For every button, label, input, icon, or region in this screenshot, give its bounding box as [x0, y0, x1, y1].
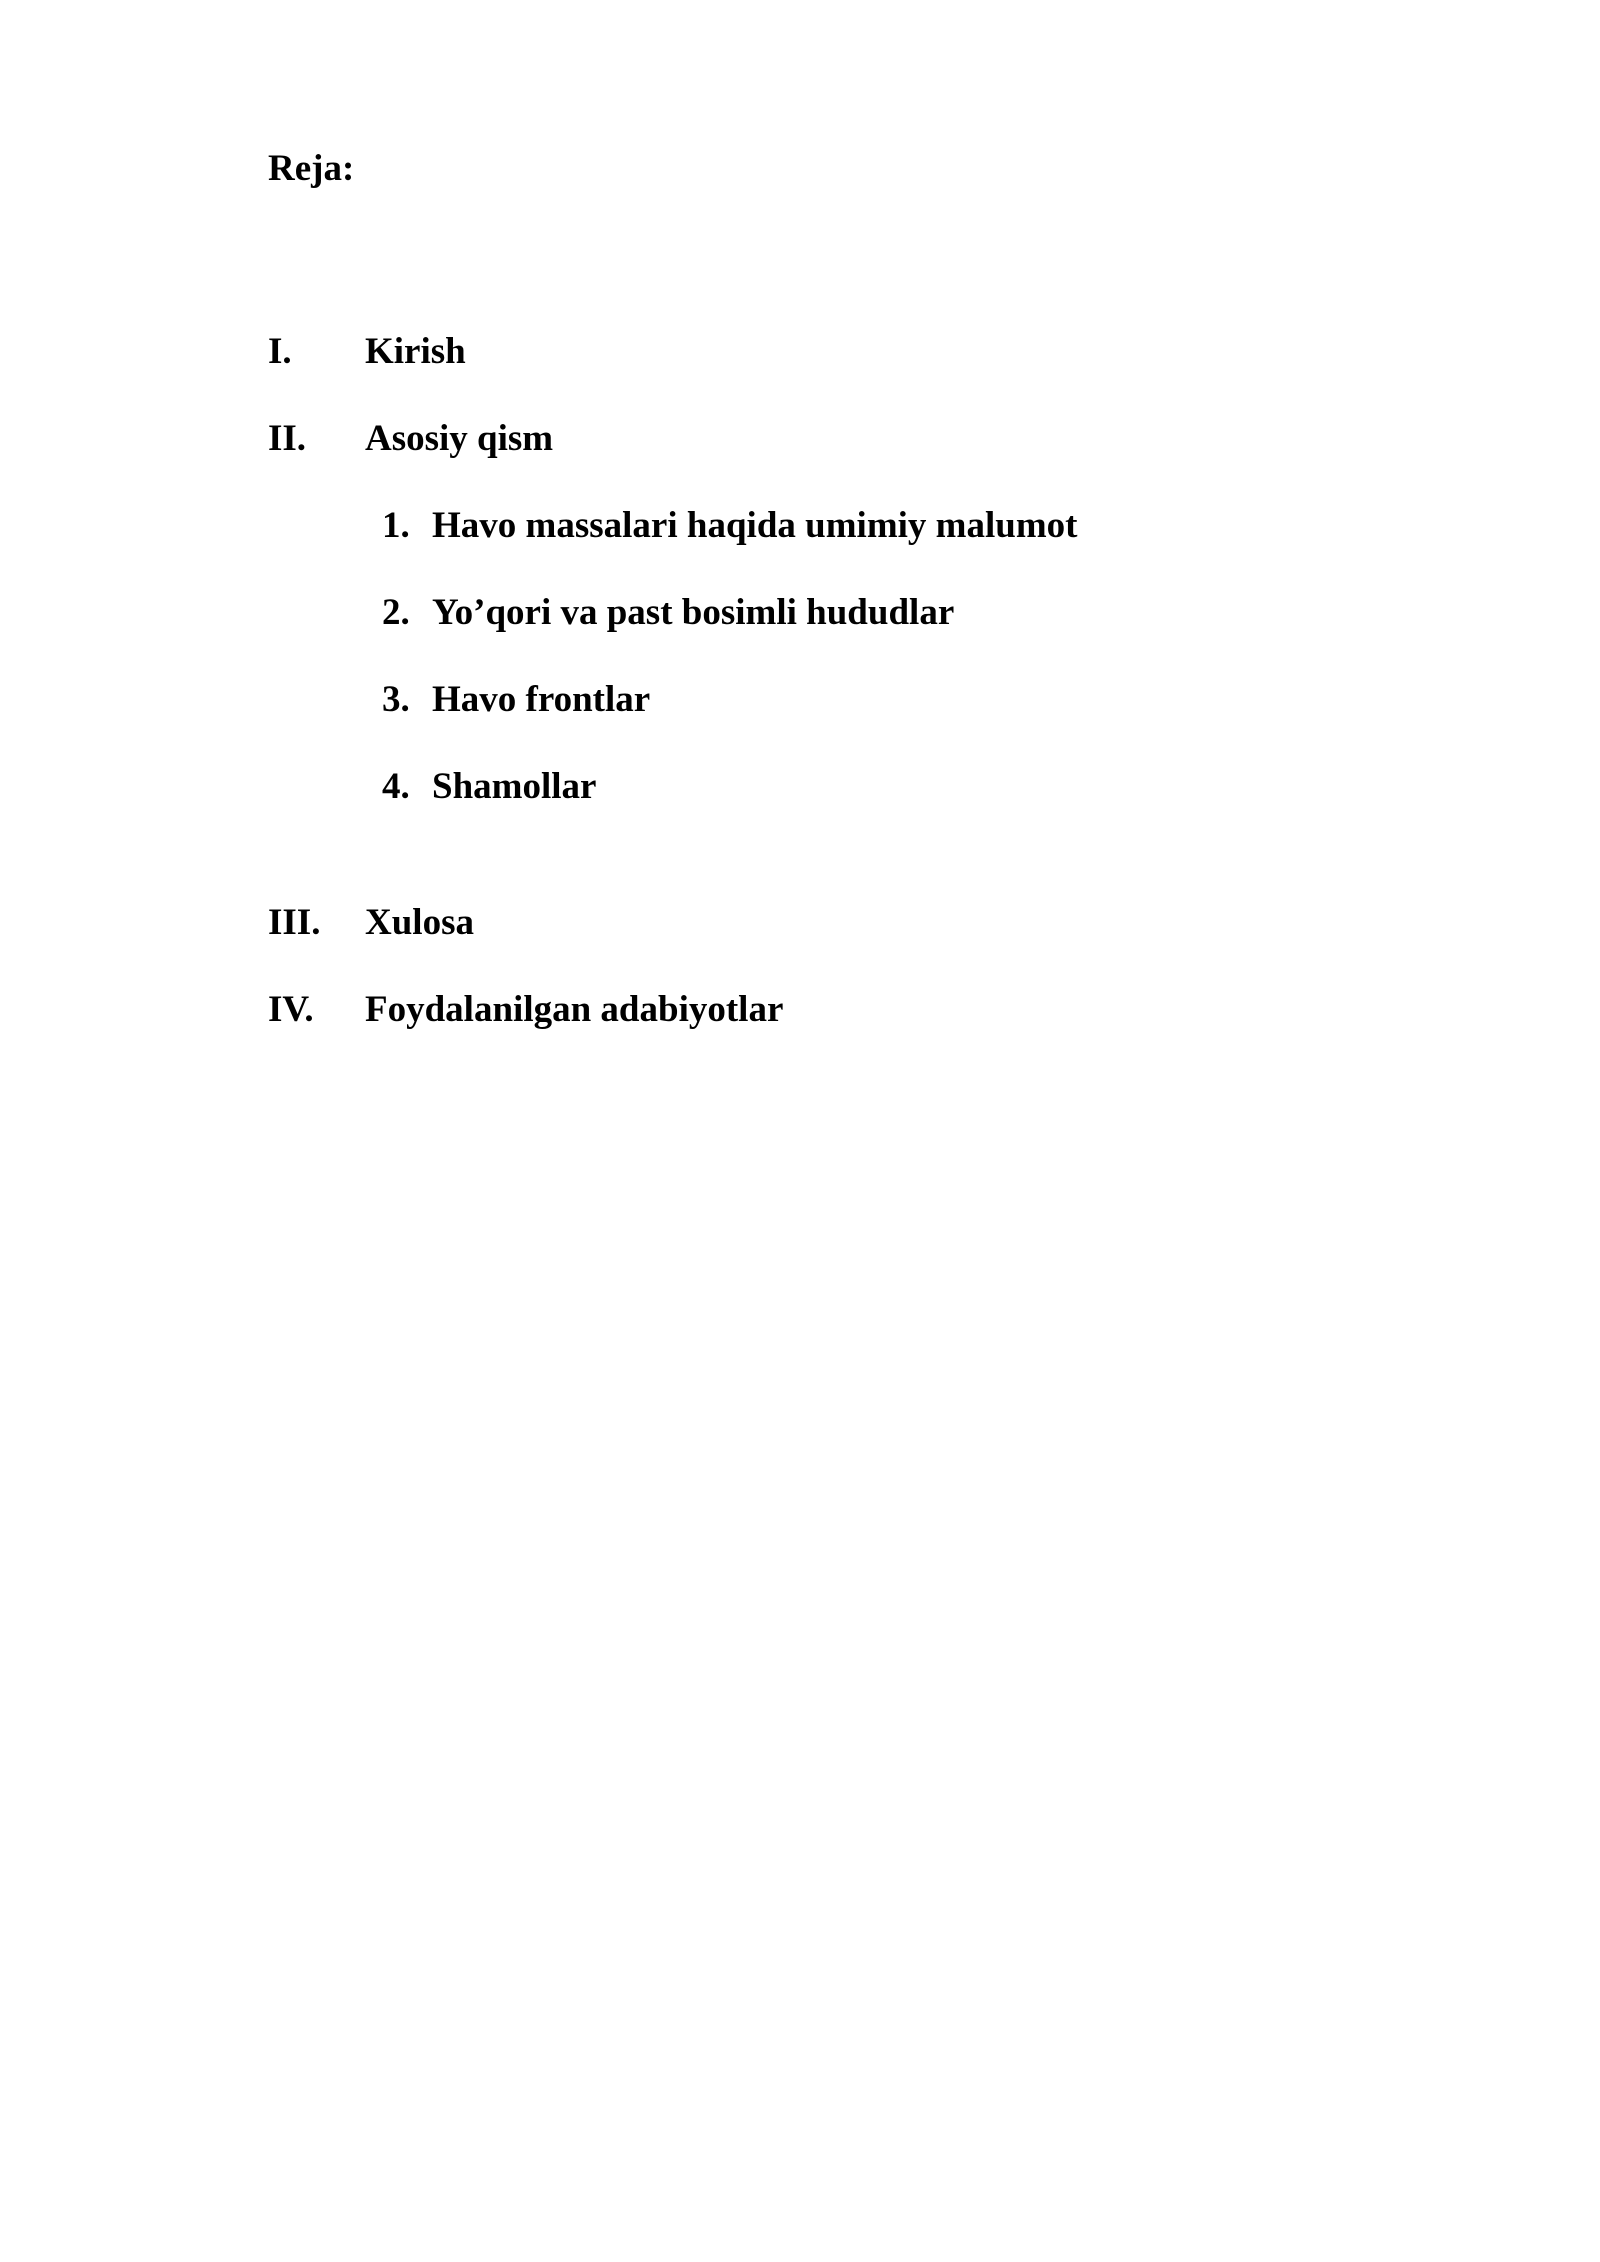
outline-item-1 [268, 333, 466, 370]
outline-numeral: III. [268, 902, 321, 943]
subitem-number: 2. [382, 592, 410, 633]
subitem-text: Havo frontlar [432, 679, 651, 720]
subitem-text: Shamollar [432, 766, 597, 807]
outline-item-4 [268, 991, 783, 1028]
outline-text: Asosiy qism [365, 418, 554, 459]
subitem-text: Yo’qori va past bosimli hududlar [432, 592, 955, 633]
outline-text: Kirish [365, 331, 466, 372]
outline-text: Foydalanilgan adabiyotlar [365, 989, 784, 1030]
subitem-1 [382, 507, 1078, 544]
outline-item-3 [268, 904, 474, 941]
subitem-2 [382, 594, 954, 631]
plan-title: Reja: [268, 148, 355, 189]
outline-item-2 [268, 420, 553, 457]
subitem-number: 1. [382, 505, 410, 546]
outline-numeral: I. [268, 331, 292, 372]
outline-text: Xulosa [365, 902, 474, 943]
subitem-number: 3. [382, 679, 410, 720]
subitem-4 [382, 768, 596, 805]
outline-numeral: IV. [268, 989, 314, 1030]
subitem-number: 4. [382, 766, 410, 807]
outline-numeral: II. [268, 418, 307, 459]
subitem-text: Havo massalari haqida umimiy malumot [432, 505, 1078, 546]
subitem-3 [382, 681, 650, 718]
